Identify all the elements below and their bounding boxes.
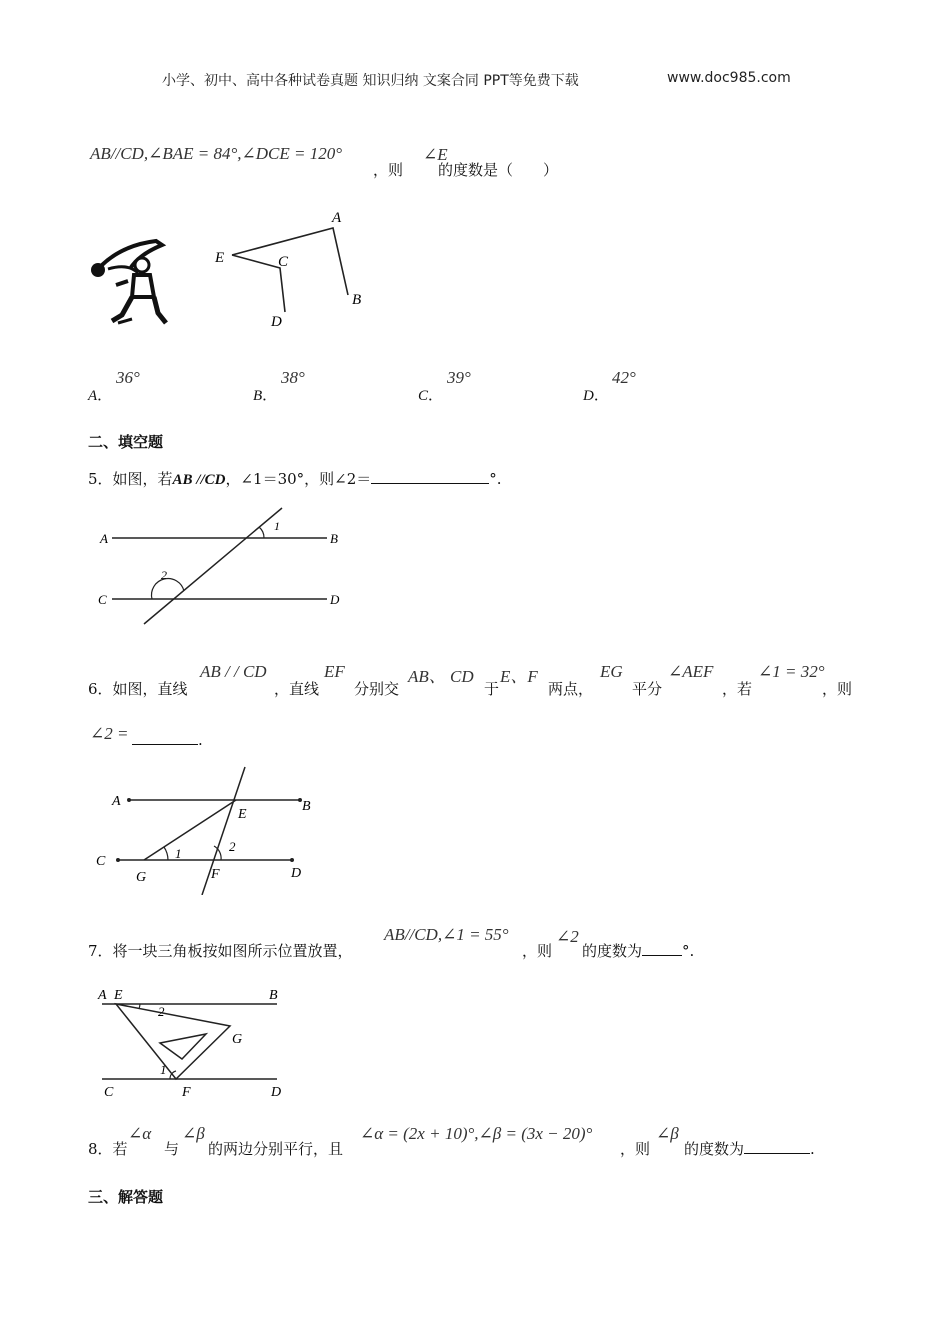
q5-figure bbox=[92, 505, 352, 630]
q6-parallel: AB / / CD bbox=[200, 662, 267, 681]
option-c[interactable]: C． bbox=[418, 386, 444, 404]
q4-condition: AB//CD,∠BAE = 84°,∠DCE = 120° bbox=[90, 144, 343, 163]
q6-angle1: ∠1 = 32° bbox=[758, 662, 825, 681]
q7-label-2: 2 bbox=[158, 1004, 165, 1019]
q7-then: ，则 bbox=[522, 942, 553, 960]
q6-label-e: E bbox=[238, 807, 247, 822]
q7-label-c: C bbox=[104, 1085, 114, 1100]
q7-label-f: F bbox=[182, 1085, 191, 1100]
q8-condition-text: 的两边分别平行，且 bbox=[208, 1140, 344, 1158]
q4-angle: ∠E bbox=[423, 145, 448, 164]
q6-label-a: A bbox=[112, 794, 121, 809]
q8-answer-blank[interactable] bbox=[744, 1139, 810, 1154]
q6-label-2: 2 bbox=[229, 839, 236, 854]
q6-label-b: B bbox=[302, 799, 311, 814]
q7-answer-blank[interactable] bbox=[642, 941, 682, 956]
q5-label-a: A bbox=[100, 531, 108, 546]
q7-intro: 7．将一块三角板按如图所示位置放置， bbox=[88, 942, 353, 960]
label-c: C bbox=[278, 254, 289, 270]
option-d-value: 42° bbox=[612, 368, 636, 387]
q8-beta: ∠β bbox=[182, 1124, 205, 1143]
q5-label-d: D bbox=[330, 592, 340, 607]
q7-label-a: A bbox=[98, 988, 107, 1003]
option-c-value: 39° bbox=[447, 368, 471, 387]
q6-text-5: 两点， bbox=[548, 680, 594, 698]
q8-intro: 8．若 bbox=[88, 1140, 128, 1158]
q6-text-7: ，若 bbox=[722, 680, 753, 698]
q7-label-d: D bbox=[271, 1085, 282, 1100]
q6-figure bbox=[92, 765, 332, 895]
q7-figure bbox=[92, 982, 302, 1102]
q8-beta-2: ∠β bbox=[656, 1124, 679, 1143]
q6-answer-line: . bbox=[132, 730, 203, 749]
q7-question: 的度数为 °. bbox=[582, 942, 695, 960]
q5-label-1: 1 bbox=[274, 519, 280, 533]
section-heading-solutions: 三、解答题 bbox=[88, 1188, 164, 1206]
option-d[interactable]: D． bbox=[583, 386, 609, 404]
q6-intro: 6．如图，直线 bbox=[88, 680, 188, 698]
q8-alpha: ∠α bbox=[128, 1124, 152, 1143]
label-e: E bbox=[215, 250, 225, 266]
label-a: A bbox=[332, 210, 342, 226]
option-b[interactable]: B． bbox=[253, 386, 278, 404]
q6-label-f: F bbox=[211, 867, 220, 882]
q5-label-b: B bbox=[330, 531, 338, 546]
q4-question: 的度数是（ ） bbox=[438, 161, 559, 179]
q7-condition: AB//CD,∠1 = 55° bbox=[384, 925, 509, 944]
option-b-value: 38° bbox=[281, 368, 305, 387]
q6-label-c: C bbox=[96, 854, 106, 869]
q6-angle-aef: ∠AEF bbox=[668, 662, 714, 681]
q5-label-c: C bbox=[98, 592, 107, 607]
q6-points-ef: E、F bbox=[500, 667, 538, 686]
label-d: D bbox=[271, 314, 282, 330]
q6-line-ef: EF bbox=[324, 662, 345, 681]
q6-answer-blank[interactable] bbox=[132, 730, 198, 745]
q7-label-1: 1 bbox=[160, 1062, 167, 1077]
q6-ab-cd: AB、 CD bbox=[408, 667, 474, 686]
header-text: 小学、初中、高中各种试卷真题 知识归纳 文案合同 PPT等免费下载 bbox=[162, 73, 579, 89]
section-heading-fill-blank: 二、填空题 bbox=[88, 433, 164, 451]
q5-label-2: 2 bbox=[161, 568, 167, 582]
q6-angle2: ∠2 = bbox=[90, 724, 129, 743]
label-b: B bbox=[352, 292, 362, 308]
q6-eg: EG bbox=[600, 662, 623, 681]
q6-text-8: ，则 bbox=[822, 680, 853, 698]
header-url[interactable]: www.doc985.com bbox=[667, 70, 791, 86]
q7-label-g: G bbox=[232, 1032, 243, 1047]
q6-text-4: 于 bbox=[484, 680, 500, 698]
q5-text: 5．如图，若AB //CD，∠1＝30°，则∠2＝ °. bbox=[88, 470, 502, 488]
option-a-value: 36° bbox=[116, 368, 140, 387]
q7-label-e: E bbox=[114, 988, 123, 1003]
q7-label-b: B bbox=[269, 988, 278, 1003]
q6-text-2: ，直线 bbox=[274, 680, 320, 698]
q6-label-d: D bbox=[291, 866, 302, 881]
q6-text-6: 平分 bbox=[632, 680, 663, 698]
q6-label-g: G bbox=[136, 870, 147, 885]
option-a[interactable]: A． bbox=[88, 386, 113, 404]
q7-angle2: ∠2 bbox=[556, 927, 579, 946]
q8-question: 的度数为 . bbox=[684, 1140, 815, 1158]
q8-then: ，则 bbox=[620, 1140, 651, 1158]
q6-text-3: 分别交 bbox=[354, 680, 400, 698]
q4-then: ，则 bbox=[373, 161, 404, 179]
q8-and: 与 bbox=[164, 1140, 180, 1158]
q8-equations: ∠α = (2x + 10)°,∠β = (3x − 20)° bbox=[360, 1124, 593, 1143]
q5-answer-blank[interactable] bbox=[371, 469, 489, 484]
athlete-illustration bbox=[88, 235, 168, 327]
q6-label-1: 1 bbox=[175, 846, 182, 861]
q4-figure bbox=[205, 200, 375, 335]
